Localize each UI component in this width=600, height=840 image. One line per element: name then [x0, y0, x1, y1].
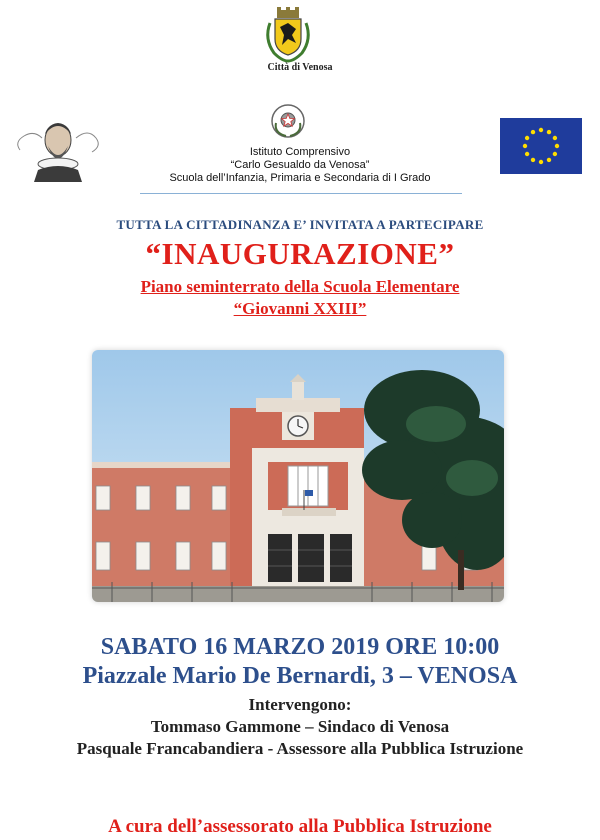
- event-date-time: SABATO 16 MARZO 2019 ORE 10:00: [100, 634, 500, 660]
- organizer-footer: A cura dell’assessorato alla Pubblica Istruzione: [108, 816, 492, 837]
- event-location: Piazzale Mario De Bernardi, 3 – VENOSA: [82, 663, 518, 689]
- event-subtitle-line-2: “Giovanni XXIII”: [233, 299, 367, 318]
- school-building-photo: [92, 350, 504, 602]
- eu-flag-icon: [500, 118, 582, 174]
- header-divider: [140, 193, 462, 194]
- italian-republic-emblem-icon: [270, 103, 306, 139]
- city-name: Città di Venosa: [267, 62, 333, 73]
- school-line-3: Scuola dell’Infanzia, Primaria e Secondaria di I Grado: [169, 172, 431, 184]
- event-title: “INAUGURAZIONE”: [145, 236, 455, 271]
- city-crest-icon: [260, 5, 316, 63]
- school-line-2: “Carlo Gesualdo da Venosa”: [230, 159, 370, 171]
- speakers-heading: Intervengono:: [248, 695, 352, 714]
- event-subtitle-line-1: Piano seminterrato della Scuola Elementare: [140, 277, 460, 296]
- speaker-line: Pasquale Francabandiera - Assessore alla Pubblica Istruzione: [76, 739, 524, 758]
- school-line-1: Istituto Comprensivo: [249, 146, 351, 158]
- speaker-line: Tommaso Gammone – Sindaco di Venosa: [150, 717, 450, 736]
- invitation-line: TUTTA LA CITTADINANZA E’ INVITATA A PARTECIPARE: [116, 217, 484, 232]
